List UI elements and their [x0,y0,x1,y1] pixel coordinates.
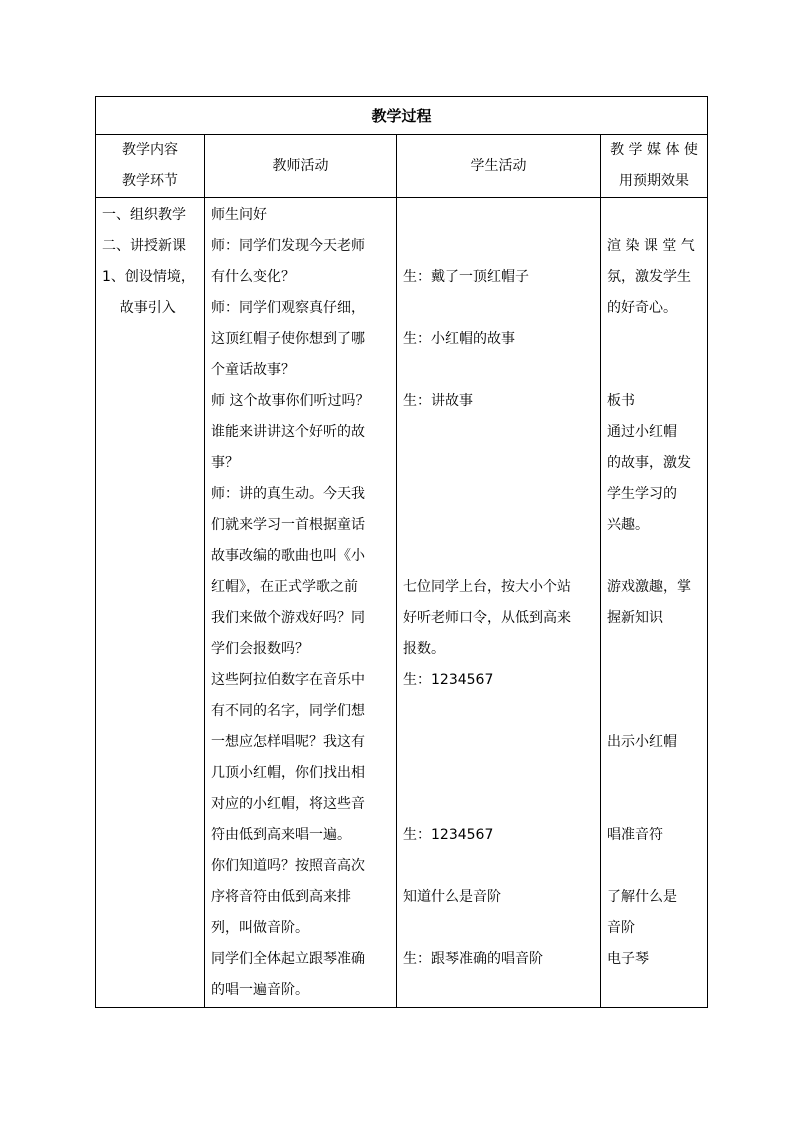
column-student-activity [397,198,600,1006]
text-line: 板书 [607,393,635,409]
text-line [403,913,600,944]
text-line [403,851,600,882]
text-line: 氛，激发学生 [607,269,691,285]
text-line [607,975,707,1006]
text-line: 的故事，激发 [607,455,691,471]
text-line: 师：同学们观察真仔细， [211,300,365,316]
header-col4-line2: 用预期效果 [619,173,689,189]
text-line: 七位同学上台，按大小个站 [403,579,571,595]
text-line: 渲 染 课 堂 气 [607,238,695,254]
column-content-stage [96,198,204,324]
header-student-activity: 学生活动 [470,157,527,174]
text-line: 唱准音符 [607,827,663,843]
text-line [607,851,707,882]
text-line [607,634,707,665]
text-line [403,727,600,758]
text-line: 生：1234567 [403,827,494,843]
header-teacher-activity: 教师活动 [272,157,329,174]
column-media-effect [601,198,707,1006]
text-line [607,758,707,789]
text-line: 生：跟琴准确的唱音阶 [403,951,543,967]
text-line [403,758,600,789]
text-line [607,355,707,386]
text-line: 学们会报数吗？ [211,641,309,657]
text-line: 二、讲授新课 [102,238,186,254]
text-line: 列，叫做音阶。 [211,920,309,936]
header-col1-line1: 教学内容 [122,142,178,158]
text-line: 谁能来讲讲这个好听的故 [211,424,365,440]
text-line: 1、创设情境， [102,269,195,285]
text-line: 符由低到高来唱一遍。 [211,827,351,843]
text-line: 好听老师口令，从低到高来 [403,610,571,626]
header-media-effect [601,135,707,197]
text-line [403,541,600,572]
text-line: 生：1234567 [403,672,494,688]
text-line: 师：讲的真生动。今天我 [211,486,365,502]
text-line: 师生问好 [211,207,267,223]
text-line [403,789,600,820]
text-line: 生：讲故事 [403,393,473,409]
text-line: 生：小红帽的故事 [403,331,515,347]
text-line: 一、组织教学 [102,207,186,223]
text-line [403,200,600,231]
text-line: 师 这个故事你们听过吗？ [211,393,370,409]
text-line: 音阶 [607,920,635,936]
text-line: 们就来学习一首根据童话 [211,517,365,533]
text-line [403,231,600,262]
header-col4-line1: 教 学 媒 体 使 [610,142,698,158]
text-line: 故事改编的歌曲也叫《小 [211,548,365,564]
teaching-process-table [95,96,708,1008]
text-line: 的唱一遍音阶。 [211,982,309,998]
text-line: 握新知识 [607,610,663,626]
text-line: 学生学习的 [607,486,677,502]
text-line [607,696,707,727]
text-line: 出示小红帽 [607,734,677,750]
text-line: 个童话故事？ [211,362,295,378]
text-line: 你们知道吗？按照音高次 [211,858,365,874]
text-line [607,665,707,696]
text-line: 这顶红帽子使你想到了哪 [211,331,365,347]
text-line: 知道什么是音阶 [403,889,501,905]
text-line [607,324,707,355]
header-content-stage [96,135,204,197]
text-line [403,479,600,510]
text-line: 事？ [211,455,239,471]
text-line: 有不同的名字，同学们想 [211,703,365,719]
text-line [607,541,707,572]
text-line: 兴趣。 [607,517,649,533]
text-line: 报数。 [403,641,445,657]
text-line [403,448,600,479]
text-line: 我们来做个游戏好吗？同 [211,610,365,626]
text-line [403,510,600,541]
column-teacher-activity [205,198,396,1006]
text-line [403,975,600,1006]
text-line: 有什么变化？ [211,269,295,285]
text-line: 几顶小红帽，你们找出相 [211,765,365,781]
text-line: 游戏激趣，掌 [607,579,691,595]
text-line: 师：同学们发现今天老师 [211,238,365,254]
text-line [403,293,600,324]
text-line: 同学们全体起立跟琴准确 [211,951,365,967]
text-line [403,417,600,448]
text-line [607,200,707,231]
text-line: 通过小红帽 [607,424,677,440]
text-line: 的好奇心。 [607,300,677,316]
text-line [607,789,707,820]
text-line: 这些阿拉伯数字在音乐中 [211,672,365,688]
table-title: 教学过程 [371,107,432,125]
text-line: 序将音符由低到高来排 [211,889,351,905]
text-line: 故事引入 [102,300,176,316]
text-line [403,355,600,386]
header-col1-line2: 教学环节 [122,173,178,189]
text-line: 电子琴 [607,951,649,967]
text-line: 一想应怎样唱呢？我这有 [211,734,365,750]
text-line: 生：戴了一顶红帽子 [403,269,529,285]
text-line [403,696,600,727]
text-line: 了解什么是 [607,889,677,905]
text-line: 对应的小红帽，将这些音 [211,796,365,812]
text-line: 红帽》，在正式学歌之前 [211,579,358,595]
